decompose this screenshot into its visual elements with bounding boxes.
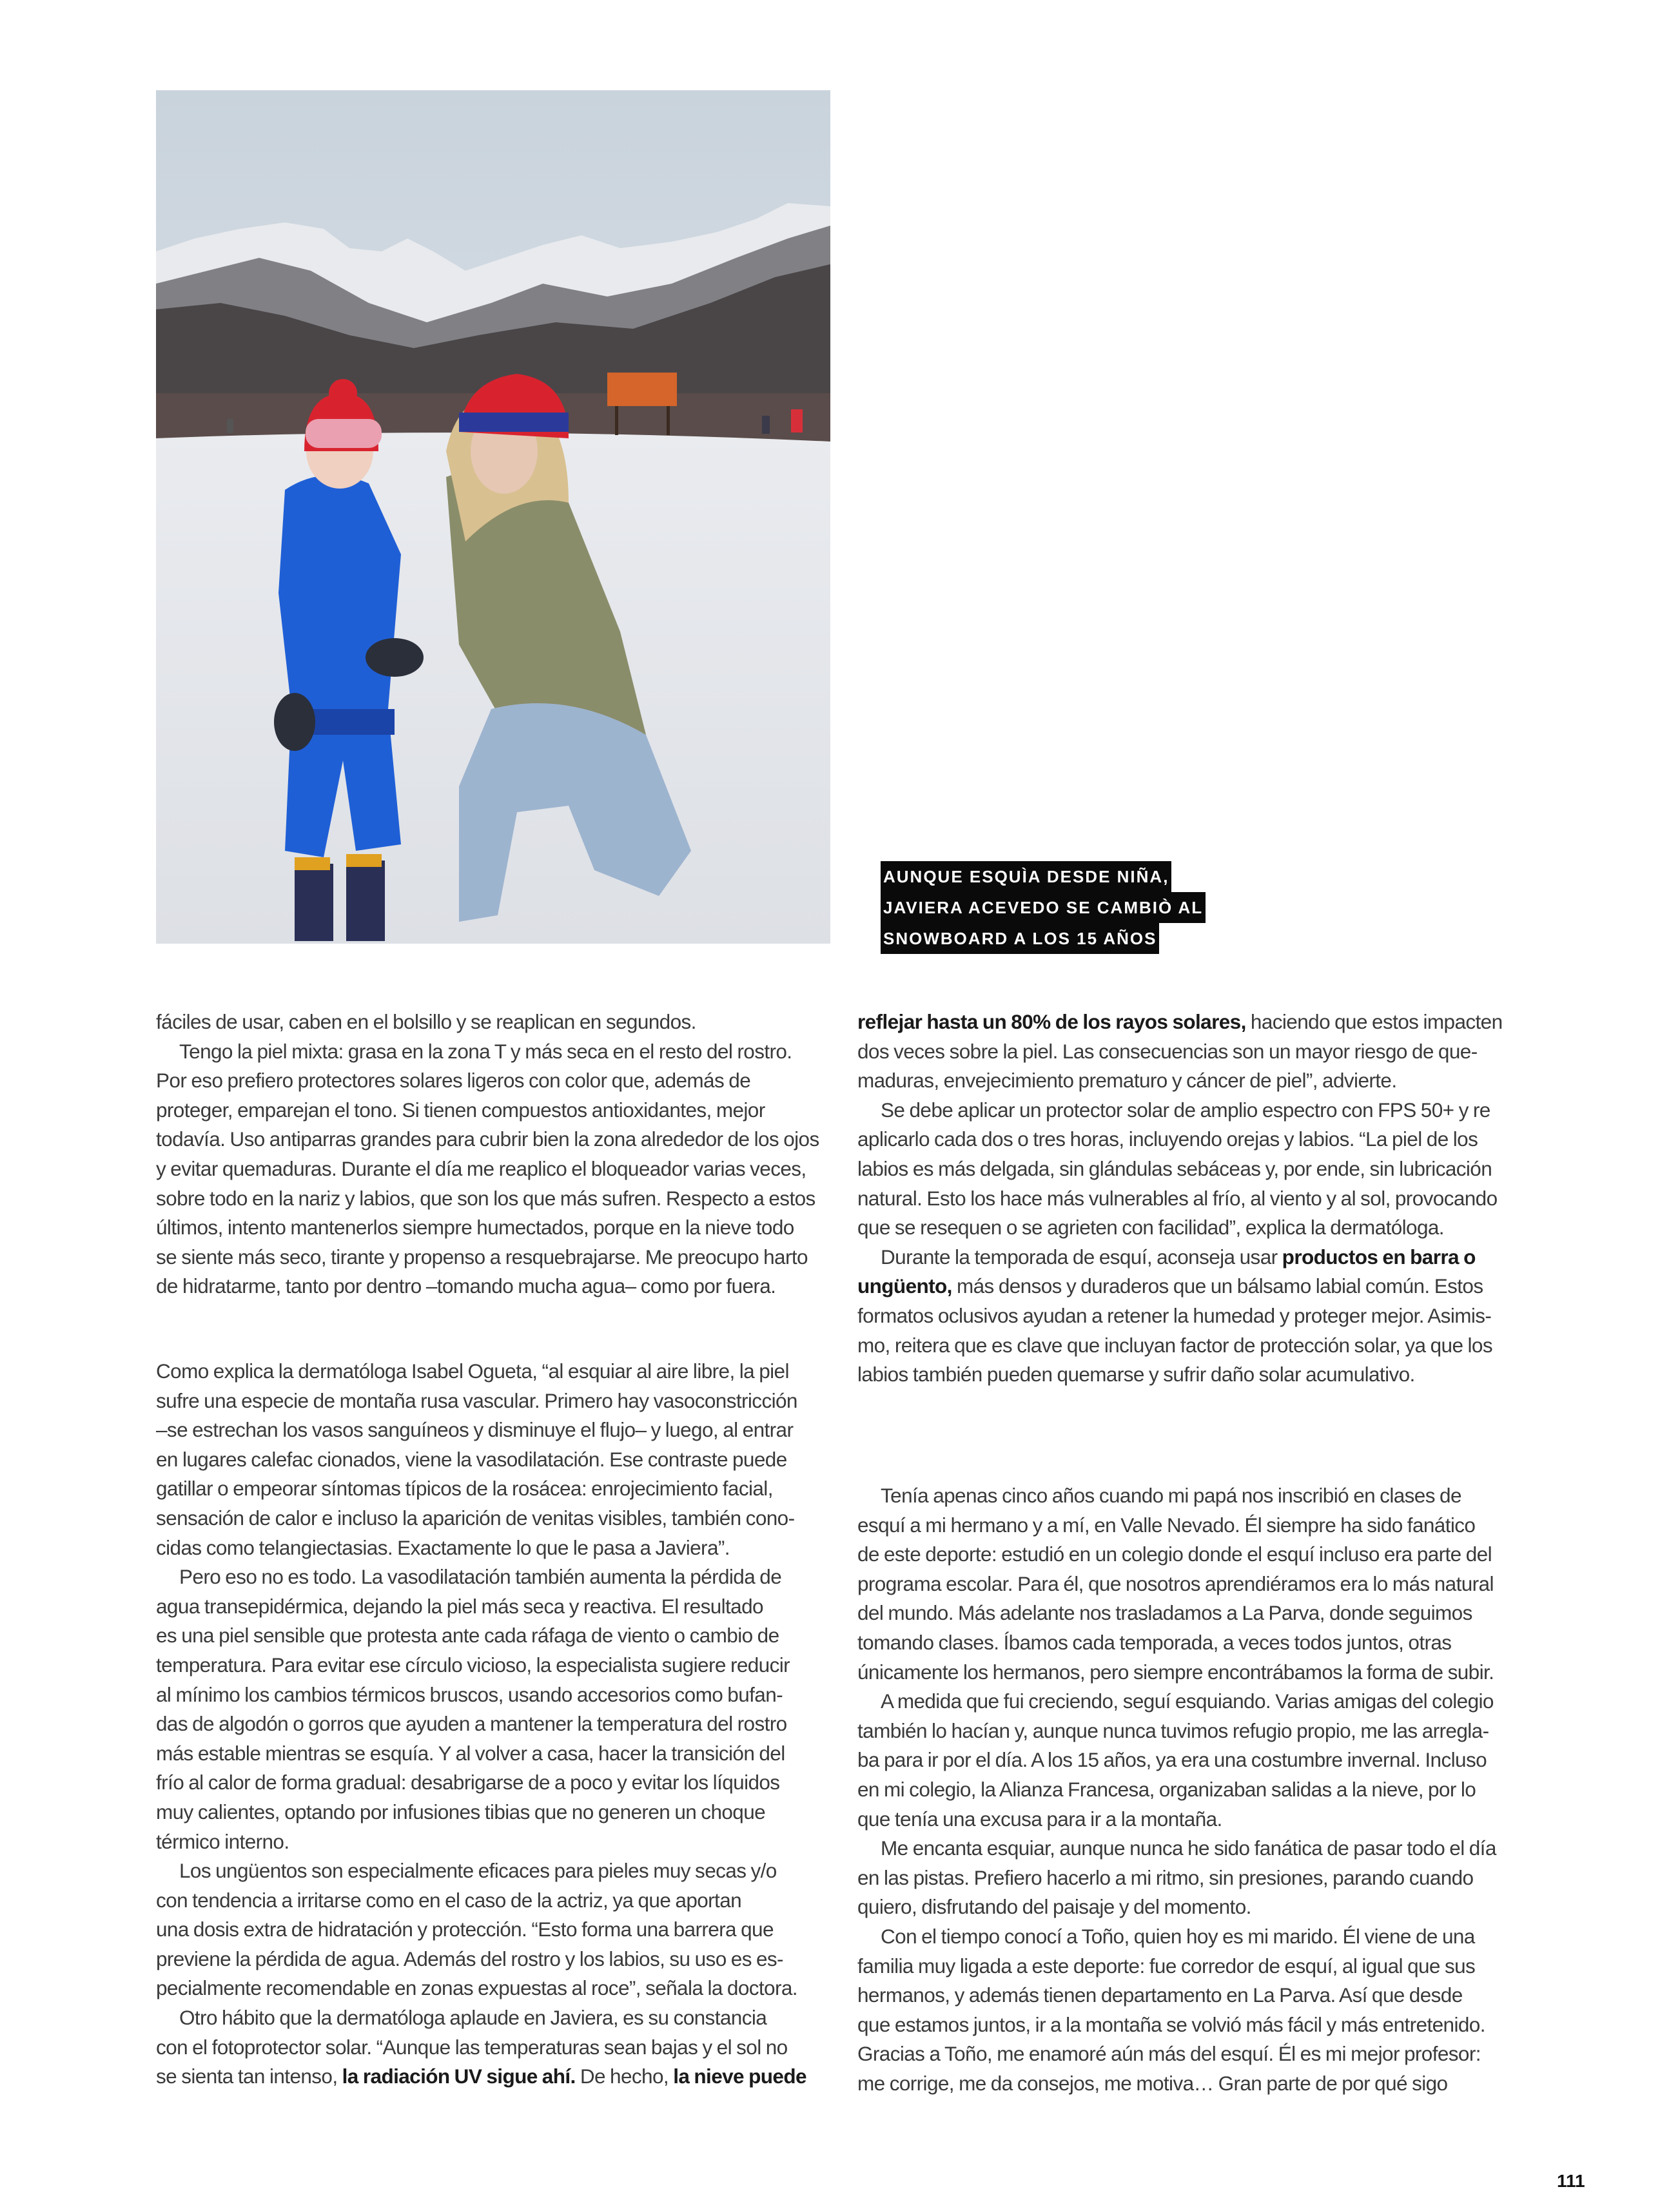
text-line: últimos, intento mantenerlos siempre humectados, porque en la nieve todo	[156, 1216, 794, 1240]
page-number: 111	[1557, 2171, 1585, 2191]
text-line: de hidratarme, tanto por dentro –tomando mucha agua– como por fuera.	[156, 1274, 776, 1298]
text-line: Pero eso no es todo. La vasodilatación también aumenta la pérdida de	[179, 1565, 782, 1589]
text-line-mixed	[156, 2062, 821, 2092]
column-right-top	[857, 1007, 1523, 1390]
text-line: del mundo. Más adelante nos trasladamos a La Parva, donde seguimos	[857, 1601, 1472, 1625]
text-line: proteger, emparejan el tono. Si tienen compuestos antioxidantes, mejor	[156, 1098, 765, 1122]
text-line: quiero, disfrutando del paisaje y del momento.	[857, 1895, 1251, 1919]
highlight-text: productos en barra o	[1282, 1245, 1476, 1269]
text-line: que se resequen o se agrieten con facilidad”, explica la dermatóloga.	[857, 1216, 1444, 1240]
text-line: previene la pérdida de agua. Además del rostro y los labios, su uso es es-	[156, 1947, 783, 1970]
ski-photo-illustration	[156, 90, 830, 944]
photo-caption	[881, 861, 1242, 954]
text-line: en mi colegio, la Alianza Francesa, organizaban salidas a la nieve, por lo	[857, 1777, 1476, 1801]
text-line: maduras, envejecimiento prematuro y cáncer de piel”, advierte.	[857, 1069, 1397, 1093]
text-line: Como explica la dermatóloga Isabel Ogueta, “al esquiar al aire libre, la piel	[156, 1359, 789, 1383]
text-line: temperatura. Para evitar ese círculo vicioso, la especialista sugiere reducir	[156, 1653, 790, 1677]
text-line: familia muy ligada a este deporte: fue corredor de esquí, al igual que sus	[857, 1954, 1476, 1978]
text-line: en lugares calefac cionados, viene la vasodilatación. Ese contraste puede	[156, 1447, 787, 1471]
column-right-bottom	[857, 1481, 1523, 2098]
text-line: Con el tiempo conocí a Toño, quien hoy es mi marido. Él viene de una	[881, 1924, 1475, 1948]
highlight-text: ungüento,	[857, 1274, 952, 1298]
text-line-mixed	[857, 1243, 1523, 1272]
column-left-top	[156, 1007, 821, 1301]
text-line: más estable mientras se esquía. Y al volver a casa, hacer la transición del	[156, 1741, 785, 1765]
text-line: labios también pueden quemarse y sufrir daño solar acumulativo.	[857, 1363, 1415, 1386]
text-line: Los ungüentos son especialmente eficaces para pieles muy secas y/o	[179, 1859, 777, 1883]
text-line: me corrige, me da consejos, me motiva… Gran parte de por qué sigo	[857, 2071, 1448, 2095]
text-line: Tengo la piel mixta: grasa en la zona T y más seca en el resto del rostro.	[179, 1039, 792, 1063]
caption-line: SNOWBOARD A LOS 15 AÑOS	[881, 923, 1159, 954]
text-line: con tendencia a irritarse como en el caso de la actriz, ya que aportan	[156, 1888, 742, 1912]
text-line: se siente más seco, tirante y propenso a resquebrajarse. Me preocupo harto	[156, 1245, 808, 1269]
text-segment: se sienta tan intenso,	[156, 2065, 338, 2088]
column-left-bottom	[156, 1357, 821, 2092]
text-line: Me encanta esquiar, aunque nunca he sido fanática de pasar todo el día	[881, 1836, 1496, 1860]
text-line: de este deporte: estudió en un colegio donde el esquí incluso era parte del	[857, 1542, 1492, 1566]
text-line: Tenía apenas cinco años cuando mi papá nos inscribió en clases de	[881, 1484, 1461, 1507]
text-line: con el fotoprotector solar. “Aunque las temperaturas sean bajas y el sol no	[156, 2035, 788, 2059]
text-line-mixed	[857, 1272, 1523, 1301]
text-line: dos veces sobre la piel. Las consecuencias son un mayor riesgo de que-	[857, 1039, 1478, 1063]
text-line: ba para ir por el día. A los 15 años, ya era una costumbre invernal. Incluso	[857, 1748, 1487, 1772]
text-line: todavía. Uso antiparras grandes para cubrir bien la zona alrededor de los ojos	[156, 1127, 819, 1151]
text-line: gatillar o empeorar síntomas típicos de la rosácea: enrojecimiento facial,	[156, 1477, 773, 1501]
text-line: sobre todo en la nariz y labios, que son los que más sufren. Respecto a estos	[156, 1186, 816, 1210]
highlight-text: la radiación UV sigue ahí.	[342, 2065, 576, 2088]
text-line: labios es más delgada, sin glándulas sebáceas y, por ende, sin lubricación	[857, 1156, 1492, 1180]
text-line: cidas como telangiectasias. Exactamente lo que le pasa a Javiera”.	[156, 1535, 730, 1559]
caption-line: AUNQUE ESQUÌA DESDE NIÑA,	[881, 861, 1171, 892]
text-line: sufre una especie de montaña rusa vascular. Primero hay vasoconstricción	[156, 1388, 797, 1412]
text-line: A medida que fui creciendo, seguí esquiando. Varias amigas del colegio	[881, 1689, 1494, 1713]
text-line: hermanos, y además tienen departamento en La Parva. Así que desde	[857, 1983, 1463, 2007]
text-line: Se debe aplicar un protector solar de amplio espectro con FPS 50+ y re	[881, 1098, 1490, 1122]
text-line: natural. Esto los hace más vulnerables al frío, al viento y al sol, provocando	[857, 1186, 1498, 1210]
text-line: que estamos juntos, ir a la montaña se volvió más fácil y más entretenido.	[857, 2012, 1485, 2036]
text-line: en las pistas. Prefiero hacerlo a mi ritmo, sin presiones, parando cuando	[857, 1865, 1474, 1889]
text-line: y evitar quemaduras. Durante el día me reaplico el bloqueador varias veces,	[156, 1156, 806, 1180]
text-line: tomando clases. Íbamos cada temporada, a veces todos juntos, otras	[857, 1630, 1452, 1654]
text-line: es una piel sensible que protesta ante cada ráfaga de viento o cambio de	[156, 1624, 779, 1648]
text-line: frío al calor de forma gradual: desabrigarse de a poco y evitar los líquidos	[156, 1771, 780, 1794]
text-line: Gracias a Toño, me enamoré aún más del esquí. Él es mi mejor profesor:	[857, 2042, 1481, 2066]
text-line: que tenía una excusa para ir a la montaña.	[857, 1807, 1222, 1831]
highlight-text: la nieve puede	[673, 2065, 806, 2088]
text-segment: Durante la temporada de esquí, aconseja usar	[881, 1245, 1278, 1269]
text-line: una dosis extra de hidratación y protección. “Esto forma una barrera que	[156, 1918, 774, 1941]
text-line: térmico interno.	[156, 1829, 289, 1853]
text-line: agua transepidérmica, dejando la piel más seca y reactiva. El resultado	[156, 1594, 763, 1618]
text-line: sensación de calor e incluso la aparición de venitas visibles, también cono-	[156, 1506, 795, 1530]
text-segment: más densos y duraderos que un bálsamo labial común. Estos	[956, 1274, 1483, 1298]
text-line: programa escolar. Para él, que nosotros aprendiéramos era lo más natural	[857, 1571, 1494, 1595]
text-line: Otro hábito que la dermatóloga aplaude en Javiera, es su constancia	[179, 2006, 767, 2030]
text-line: fáciles de usar, caben en el bolsillo y se reaplican en segundos.	[156, 1010, 696, 1033]
text-line: muy calientes, optando por infusiones tibias que no generen un choque	[156, 1800, 766, 1823]
highlight-text: reflejar hasta un 80% de los rayos solares,	[857, 1010, 1246, 1033]
caption-line: JAVIERA ACEVEDO SE CAMBIÒ AL	[881, 892, 1206, 923]
text-line: únicamente los hermanos, pero siempre encontrábamos la forma de subir.	[857, 1660, 1494, 1684]
text-segment: haciendo que estos impacten	[1250, 1010, 1503, 1033]
text-segment: De hecho,	[580, 2065, 669, 2088]
text-line: Por eso prefiero protectores solares ligeros con color que, además de	[156, 1069, 751, 1093]
text-line-mixed	[857, 1007, 1523, 1037]
text-line: aplicarlo cada dos o tres horas, incluyendo orejas y labios. “La piel de los	[857, 1127, 1478, 1151]
article-photo	[156, 90, 830, 944]
text-line: pecialmente recomendable en zonas expuestas al roce”, señala la doctora.	[156, 1976, 797, 2000]
text-line: –se estrechan los vasos sanguíneos y disminuye el flujo– y luego, al entrar	[156, 1418, 794, 1442]
text-line: mo, reitera que es clave que incluyan factor de protección solar, ya que los	[857, 1333, 1492, 1357]
text-line: das de algodón o gorros que ayuden a mantener la temperatura del rostro	[156, 1712, 787, 1736]
text-line: al mínimo los cambios térmicos bruscos, usando accesorios como bufan-	[156, 1682, 783, 1706]
text-line: también lo hacían y, aunque nunca tuvimos refugio propio, me las arregla-	[857, 1718, 1489, 1742]
text-line: esquí a mi hermano y a mí, en Valle Nevado. Él siempre ha sido fanático	[857, 1513, 1476, 1537]
text-line: formatos oclusivos ayudan a retener la humedad y proteger mejor. Asimis-	[857, 1303, 1492, 1327]
